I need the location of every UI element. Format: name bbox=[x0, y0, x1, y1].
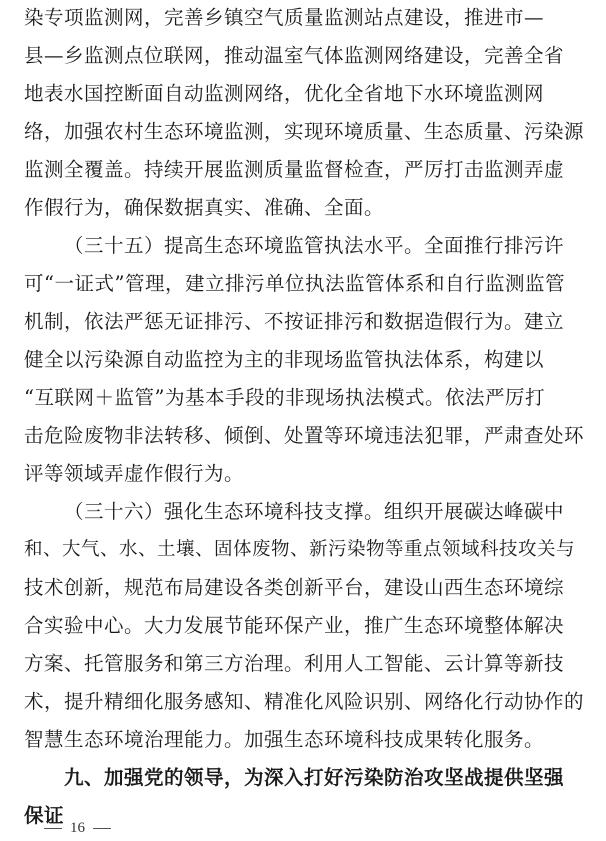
body-line: 击危险废物非法转移、倾倒、处置等环境违法犯罪，严肃查处环 bbox=[24, 424, 585, 447]
body-line: 和、大气、水、土壤、固体废物、新污染物等重点领域科技攻关与 bbox=[24, 539, 576, 560]
section-36-heading-line: （三十六）强化生态环境科技支撑。组织开展碳达峰碳中 bbox=[64, 500, 565, 523]
page-number bbox=[36, 818, 119, 838]
section-35-heading-line: （三十五）提高生态环境监管执法水平。全面推行排污许 bbox=[64, 234, 565, 257]
body-line: 方案、托管服务和第三方治理。利用人工智能、云计算等新技 bbox=[24, 652, 565, 675]
body-line: “互联网＋监管”为基本手段的非现场执法模式。依法严厉打 bbox=[24, 386, 545, 409]
chapter-9-heading: 九、加强党的领导，为深入打好污染防治攻坚战提供坚强 bbox=[64, 766, 565, 789]
body-line: 地表水国控断面自动监测网络，优化全省地下水环境监测网 bbox=[24, 82, 545, 105]
body-line: 络，加强农村生态环境监测，实现环境质量、生态质量、污染源 bbox=[24, 120, 585, 143]
page-number-dash-left bbox=[44, 828, 62, 829]
body-line: 作假行为，确保数据真实、准确、全面。 bbox=[24, 196, 385, 219]
body-line: 监测全覆盖。持续开展监测质量监督检查，严厉打击监测弄虚 bbox=[24, 158, 565, 181]
body-line: 染专项监测网，完善乡镇空气质量监测站点建设，推进市— bbox=[24, 6, 545, 29]
body-line: 评等领域弄虚作假行为。 bbox=[24, 462, 245, 485]
page-number-dash-right bbox=[93, 828, 111, 829]
body-line: 可“一证式”管理，建立排污单位执法监管体系和自行监测监管 bbox=[24, 272, 565, 295]
body-line: 县—乡监测点位联网，推动温室气体监测网络建设，完善全省 bbox=[24, 44, 565, 67]
body-line: 技术创新，规范布局建设各类创新平台，建设山西生态环境综 bbox=[24, 576, 565, 599]
body-line: 术，提升精细化服务感知、精准化风险识别、网络化行动协作的 bbox=[24, 690, 585, 713]
body-line: 合实验中心。大力发展节能环保产业，推广生态环境整体解决 bbox=[24, 614, 565, 637]
body-line: 健全以污染源自动监控为主的非现场监管执法体系，构建以 bbox=[24, 348, 545, 371]
body-line: 智慧生态环境治理能力。加强生态环境科技成果转化服务。 bbox=[24, 728, 545, 751]
chapter-9-heading-continued: 保证 bbox=[24, 804, 65, 827]
body-line: 机制，依法严惩无证排污、不按证排污和数据造假行为。建立 bbox=[24, 310, 565, 333]
page-number-value: 16 bbox=[70, 820, 85, 836]
